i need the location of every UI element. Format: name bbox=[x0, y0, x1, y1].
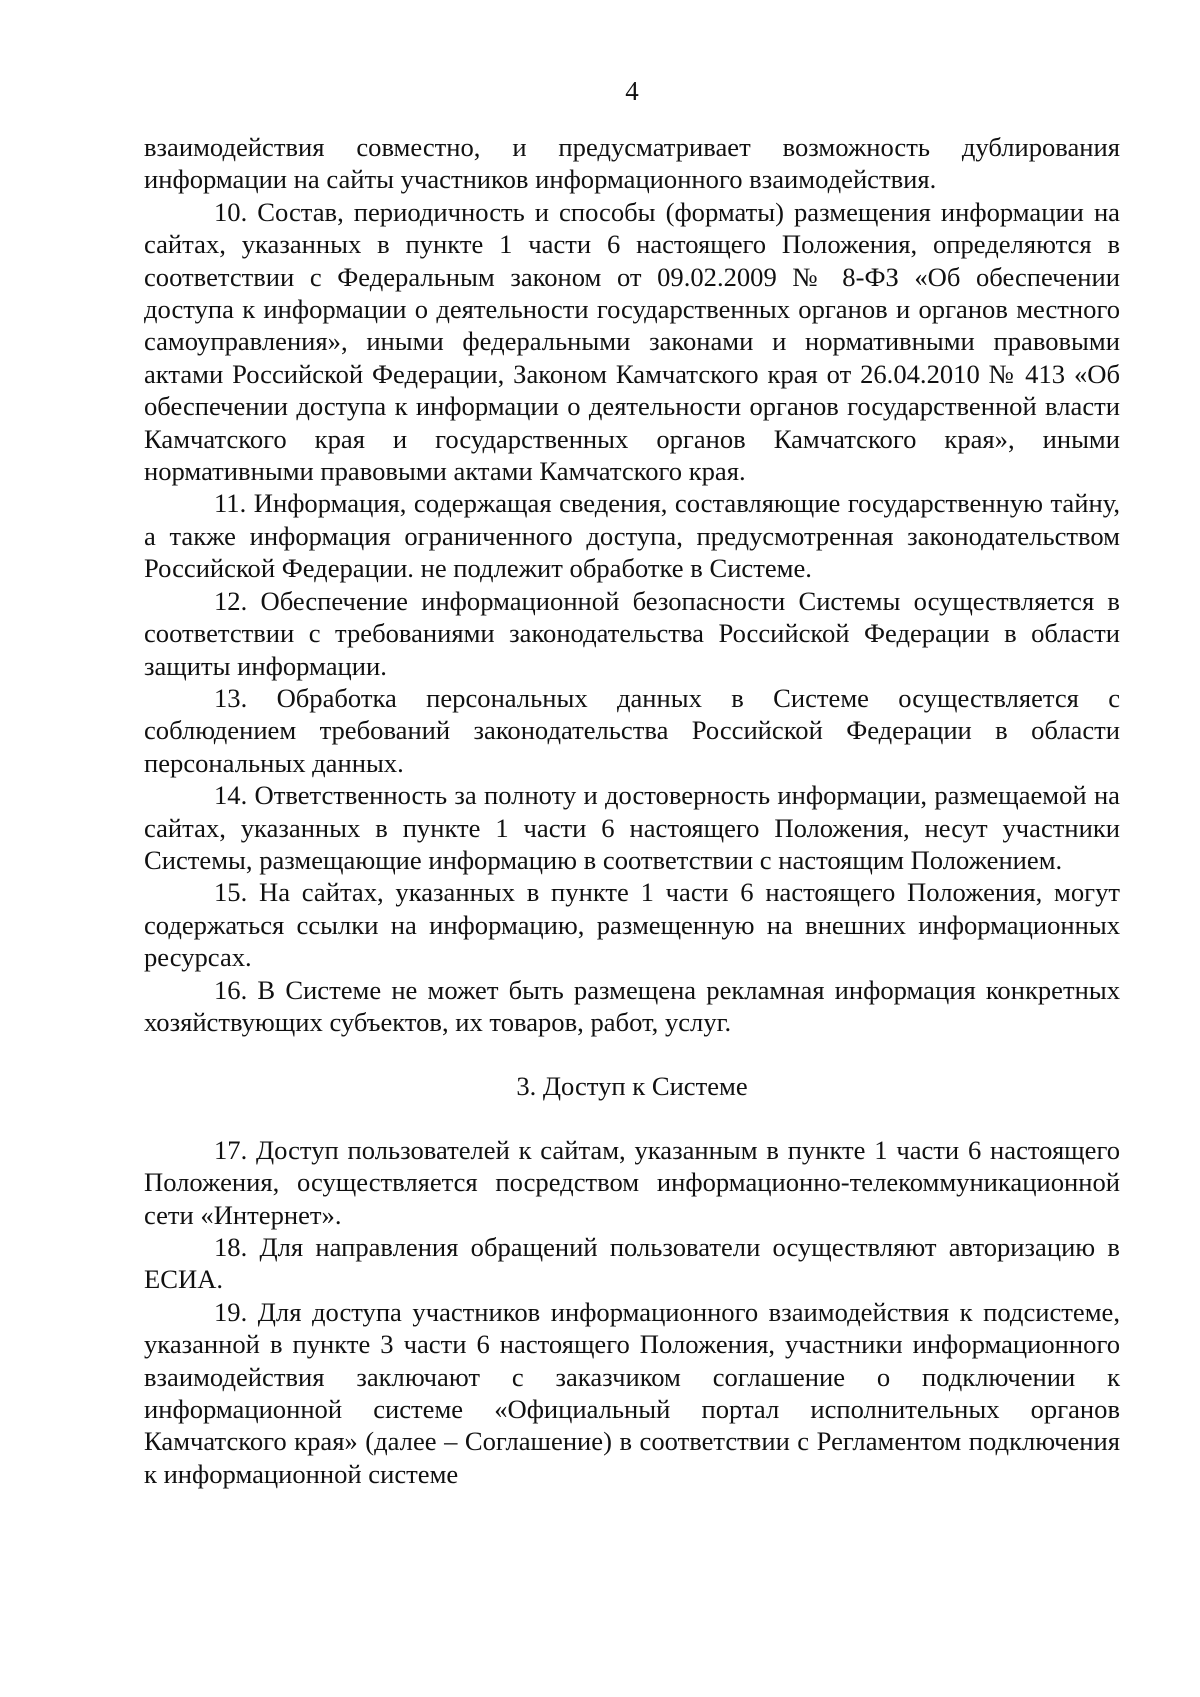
paragraph-18: 18. Для направления обращений пользователи осуществляют авторизацию в ЕСИА. bbox=[144, 1232, 1120, 1295]
paragraph-19: 19. Для доступа участников информационного взаимодействия к подсистеме, указанной в пункте 3 части 6 настоящего Положения, участники информационного взаимодействия заключают с заказчиком соглашение о подключении к информационной системе «Официальный портал исполнительных органов Камчатского края» (далее – Соглашение) в соответствии с Регламентом подключения к информационной системе bbox=[144, 1296, 1120, 1489]
paragraph-11: 11. Информация, содержащая сведения, составляющие государственную тайну, а также информация ограниченного доступа, предусмотренная законодательством Российской Федерации. не подлежит обработке в Системе. bbox=[144, 488, 1120, 584]
paragraph-15: 15. На сайтах, указанных в пункте 1 части 6 настоящего Положения, могут содержаться ссылки на информацию, размещенную на внешних информационных ресурсах. bbox=[144, 877, 1120, 973]
paragraph-17: 17. Доступ пользователей к сайтам, указанным в пункте 1 части 6 настоящего Положения, осуществляется посредством информационно-телекоммуникационной сети «Интернет». bbox=[144, 1134, 1120, 1230]
document-body bbox=[144, 131, 1120, 1490]
section-heading: 3. Доступ к Системе bbox=[516, 1071, 748, 1102]
paragraph-14: 14. Ответственность за полноту и достоверность информации, размещаемой на сайтах, указанных в пункте 1 части 6 настоящего Положения, несут участники Системы, размещающие информацию в соответствии с настоящим Положением. bbox=[144, 780, 1120, 875]
paragraph-16: 16. В Системе не может быть размещена рекламная информация конкретных хозяйствующих субъектов, их товаров, работ, услуг. bbox=[144, 974, 1120, 1037]
page-number: 4 bbox=[625, 76, 639, 106]
paragraph-12: 12. Обеспечение информационной безопасности Системы осуществляется в соответствии с требованиями законодательства Российской Федерации в области защиты информации. bbox=[144, 585, 1120, 681]
paragraph-10: 10. Состав, периодичность и способы (форматы) размещения информации на сайтах, указанных в пункте 1 части 6 настоящего Положения, определяются в соответствии с Федеральным законом от 09.02.2009 № 8-ФЗ «Об обеспечении доступа к информации о деятельности государственных органов и органов местного самоуправления», иными федеральными законами и нормативными правовыми актами Российской Федерации, Законом Камчатского края от 26.04.2010 № 413 «Об обеспечении доступа к информации о деятельности органов государственной власти Камчатского края и государственных органов Камчатского края», иными нормативными правовыми актами Камчатского края. bbox=[144, 196, 1120, 487]
paragraph-continuation: взаимодействия совместно, и предусматривает возможность дублирования информации на сайты участников информационного взаимодействия. bbox=[144, 132, 1120, 195]
paragraph-13: 13. Обработка персональных данных в Системе осуществляется с соблюдением требований законодательства Российской Федерации в области персональных данных. bbox=[144, 682, 1120, 778]
